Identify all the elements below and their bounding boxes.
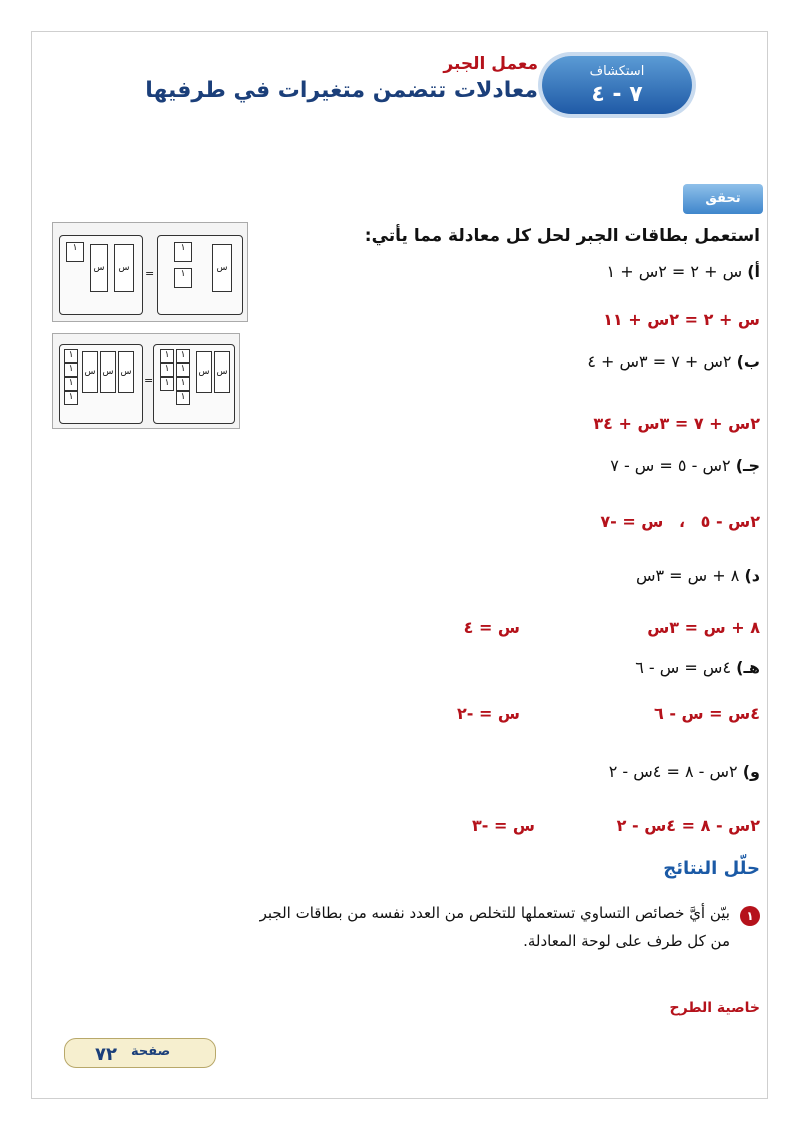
unit-tile: ١: [174, 268, 192, 288]
exercise-e-equation: ٤س = س - ٦: [635, 658, 732, 677]
unit-tile: ١: [64, 349, 78, 363]
unit-tile: ١: [160, 363, 174, 377]
x-tile: س: [196, 351, 212, 393]
badge-number: ٧ - ٤: [591, 82, 643, 107]
answer-b: ٢س + ٧ = ٣س + ٣٤: [593, 414, 760, 433]
exercise-a-label: أ): [747, 262, 760, 281]
x-tile: س: [82, 351, 98, 393]
x-tile: س: [90, 244, 108, 292]
unit-tile: ١: [176, 377, 190, 391]
answer-d-step: ٨ + س = ٣س: [647, 618, 760, 637]
unit-tile: ١: [160, 377, 174, 391]
answer-d-result: س = ٤: [463, 618, 520, 637]
exercise-a: [607, 262, 760, 281]
exercise-f-label: و): [742, 762, 760, 781]
question-number: ١: [740, 906, 760, 926]
lesson-title: معادلات تتضمن متغيرات في طرفيها: [145, 78, 538, 103]
lesson-badge: [542, 56, 692, 114]
unit-tile: ١: [174, 242, 192, 262]
answer-c-part1: ٢س - ٥: [700, 512, 760, 531]
answer-e-result: س = -٢: [456, 704, 520, 723]
mat-right-side: [153, 344, 235, 424]
unit-tile: ١: [176, 391, 190, 405]
exercise-e-label: هـ): [736, 658, 760, 677]
page-word: صفحة: [131, 1044, 171, 1059]
mat-left-side: [59, 344, 143, 424]
exercise-c-equation: ٢س - ٥ = س - ٧: [610, 456, 731, 475]
unit-tile: ١: [160, 349, 174, 363]
x-tile: س: [214, 351, 230, 393]
question-line-2: من كل طرف على لوحة المعادلة.: [523, 932, 730, 950]
x-tile: س: [114, 244, 134, 292]
unit-tile: ١: [176, 363, 190, 377]
answer-c-part2: س = -٧: [600, 512, 664, 531]
unit-tile: ١: [176, 349, 190, 363]
unit-tile: ١: [64, 363, 78, 377]
badge-label: استكشاف: [589, 64, 645, 79]
x-tile: س: [118, 351, 134, 393]
instruction-text: استعمل بطاقات الجبر لحل كل معادلة مما يأتي:: [364, 226, 760, 246]
exercise-d-equation: ٨ + س = ٣س: [635, 566, 740, 585]
exercise-e: [635, 658, 760, 677]
tiles-diagram-a: [52, 222, 248, 322]
question-answer: خاصية الطرح: [669, 1000, 760, 1016]
check-tab: تحقق: [683, 184, 763, 214]
exercise-a-equation: س + ٢ = ٢س + ١: [606, 262, 743, 281]
x-tile: س: [100, 351, 116, 393]
exercise-d: [636, 566, 760, 585]
exercise-b: [587, 352, 760, 371]
exercise-c-label: جـ): [735, 456, 760, 475]
lesson-subtitle: معمل الجبر: [443, 54, 538, 74]
exercise-f-equation: ٢س - ٨ = ٤س - ٢: [608, 762, 738, 781]
exercise-b-label: ب): [736, 352, 760, 371]
analyze-heading: حلّل النتائج: [663, 858, 760, 879]
unit-tile: ١: [64, 391, 78, 405]
answer-f-step: ٢س - ٨ = ٤س - ٢: [616, 816, 760, 835]
equals-sign: =: [145, 267, 155, 280]
page-number: ٧٢: [95, 1044, 117, 1065]
mat-right-side: [157, 235, 243, 315]
unit-tile: ١: [66, 242, 84, 262]
exercise-d-label: د): [744, 566, 760, 585]
exercise-b-equation: ٢س + ٧ = ٣س + ٤: [587, 352, 732, 371]
mat-left-side: [59, 235, 143, 315]
exercise-f: [609, 762, 760, 781]
answer-e-step: ٤س = س - ٦: [653, 704, 760, 723]
answer-a: س + ٢ = ٢س + ١١: [603, 310, 760, 329]
question-line-1: بيّن أيَّ خصائص التساوي تستعملها للتخلص من العدد نفسه من بطاقات الجبر: [259, 904, 730, 922]
exercise-c: [610, 456, 760, 475]
page-number-tag: [64, 1038, 216, 1068]
answer-c: [600, 512, 760, 531]
unit-tile: ١: [64, 377, 78, 391]
answer-c-separator: ،: [678, 512, 686, 531]
x-tile: س: [212, 244, 232, 292]
tiles-diagram-b: [52, 333, 240, 429]
answer-f-result: س = -٣: [471, 816, 535, 835]
equals-sign: =: [144, 374, 154, 387]
